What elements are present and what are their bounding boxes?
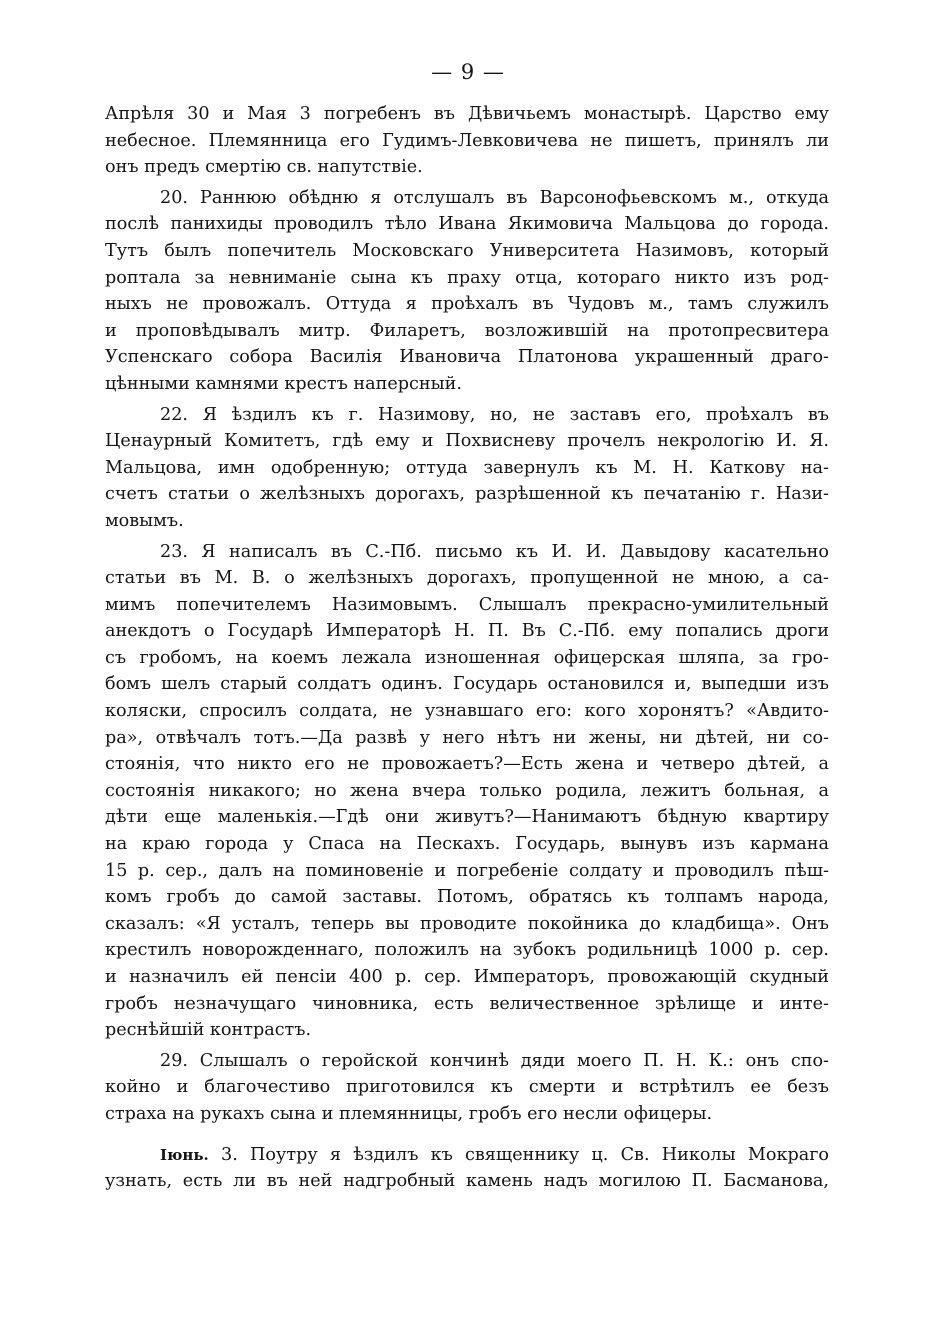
text-line: ра», отвѣчалъ тотъ.—Да развѣ у него нѣтъ ни жены, ни дѣтей, ни со- [105,727,829,748]
text-line: мимъ попечителемъ Назимовымъ. Слышалъ прекрасно-умилительный [105,594,829,615]
body-text [105,101,829,1195]
text-line: ныхъ не провожалъ. Оттуда я проѣхалъ въ Чудовъ м., тамъ служилъ [105,294,829,315]
text-line: сказалъ: «Я усталъ, теперь вы проводите покойника до кладбища». Онъ [105,913,829,934]
month-label: Іюнь. [160,1145,209,1164]
text-line: Апрѣля 30 и Мая 3 погребенъ въ Дѣвичьемъ монастырѣ. Царство ему [105,104,829,124]
text-line: узнать, есть ли въ ней надгробный камень надъ могилою П. Басманова, [105,1171,829,1192]
page-number: — 9 — [431,60,505,84]
text-line: бомъ шелъ старый солдатъ одинъ. Государь остановился и, выпедши изъ [105,674,829,695]
text-line: небесное. Племянница его Гудимъ-Левковичева не пишетъ, принялъ ли [105,130,829,151]
paragraph-entry-29 [105,1048,829,1128]
text-line: Успенскаго собора Василія Ивановича Платонова украшенный драго- [105,347,829,368]
text-line: койно и благочестиво приготовился къ смерти и встрѣтилъ ее безъ [105,1077,829,1098]
text-line: дѣти еще маленькія.—Гдѣ они живутъ?—Нанимаютъ бѣдную квартиру [105,807,829,828]
text-line: счетъ статьи о желѣзныхъ дорогахъ, разрѣшенной къ печатанію г. Нази- [105,484,829,505]
paragraph-continuation [105,101,829,181]
text-line: и назначилъ ей пенсіи 400 р. сер. Императоръ, провожающій скудный [105,967,829,987]
text-line: 22. Я ѣздилъ къ г. Назимову, но, не заставъ его, проѣхалъ въ [160,404,829,425]
text-line: послѣ панихиды проводилъ тѣло Ивана Якимовича Мальцова до города. [105,214,829,235]
text-line: цѣнными камнями крестъ наперсный. [105,373,462,394]
text-line: 15 р. сер., далъ на поминовеніе и погребеніе солдату и проводилъ пѣш- [105,860,829,881]
text-line: 23. Я написалъ въ С.-Пб. письмо къ И. И. Давыдову касательно [160,541,829,562]
text-line: страха на рукахъ сына и племянницы, гробъ его несли офицеры. [105,1103,713,1124]
text-line: гробъ незначущаго чиновника, есть величественное зрѣлище и инте- [105,993,829,1014]
text-line: мовымъ. [105,510,184,531]
text-line: Тутъ былъ попечитель Московскаго Университета Назимовъ, который [105,240,829,261]
text-line: реснѣйшій контрастъ. [105,1020,312,1041]
text-line: стоянія, что никто его не провожаетъ?—Есть жена и четверо дѣтей, а [105,754,829,775]
june-line-text: 3. Поутру я ѣздилъ къ священнику ц. Св. Николы Мокраго [221,1144,829,1165]
text-line: анекдотъ о Государѣ Императорѣ Н. П. Въ С.-Пб. ему попались дроги [105,621,829,642]
text-line: роптала за невниманіе сына къ праху отца, котораго никто изъ род- [105,267,829,288]
text-line: съ гробомъ, на коемъ лежала изношенная офицерская шляпа, за гро- [105,647,829,668]
paragraph-entry-23 [105,539,829,1044]
paragraph-entry-22 [105,402,829,535]
paragraph-june [105,1142,829,1195]
text-line: 29. Слышалъ о геройской кончинѣ дяди моего П. Н. К.: онъ спо- [160,1050,829,1071]
text-line: Мальцова, имн одобренную; оттуда завернулъ къ М. Н. Каткову на- [105,457,829,478]
text-line [105,1142,829,1169]
text-line: статьи въ М. В. о желѣзныхъ дорогахъ, пропущенной не мною, а са- [105,568,829,589]
text-line: онъ предъ смертію св. напутствіе. [105,157,423,178]
text-line: на краю города у Спаса на Пескахъ. Государь, вынувъ изъ кармана [105,834,829,855]
text-line: 20. Раннюю обѣдню я отслушалъ въ Варсонофьевскомъ м., откуда [160,187,829,208]
text-line: состоянія никакого; но жена вчера только родила, лежитъ больная, а [105,780,829,801]
text-line: коляски, спросилъ солдата, не узнавшаго его: кого хоронятъ? «Авдито- [105,701,829,722]
paragraph-entry-20 [105,185,829,398]
text-line: крестилъ новорожденнаго, положилъ на зубокъ родильницѣ 1000 р. сер. [105,940,829,961]
text-line: и проповѣдывалъ митр. Филаретъ, возложившій на протопресвитера [105,320,829,341]
text-line: комъ гробъ до самой заставы. Потомъ, обратясь къ толпамъ народа, [105,887,829,908]
text-line: Ценаурный Комитетъ, гдѣ ему и Похвисневу прочелъ некрологію И. Я. [105,431,829,452]
